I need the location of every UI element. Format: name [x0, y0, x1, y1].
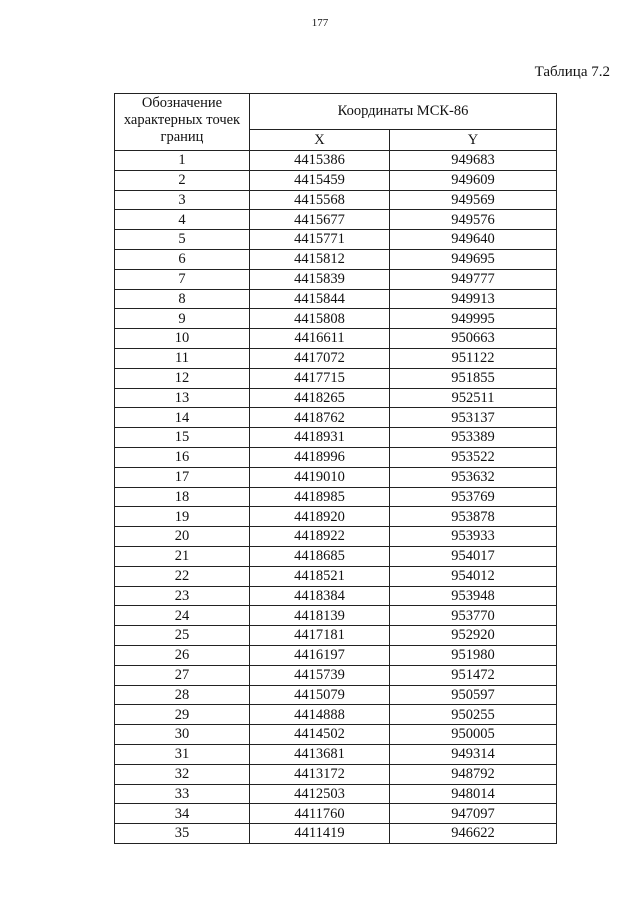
- x-coordinate-cell: 4418985: [250, 487, 390, 507]
- header-x: X: [250, 130, 390, 151]
- coordinates-table: [114, 93, 557, 844]
- point-number-cell: 19: [115, 507, 250, 527]
- x-coordinate-cell: 4413172: [250, 764, 390, 784]
- table-row: [115, 190, 557, 210]
- table-row: [115, 230, 557, 250]
- point-number-cell: 28: [115, 685, 250, 705]
- point-number-cell: 31: [115, 744, 250, 764]
- header-designation: Обозначение характерных точек границ: [115, 94, 250, 151]
- x-coordinate-cell: 4411419: [250, 824, 390, 844]
- point-number-cell: 27: [115, 665, 250, 685]
- x-coordinate-cell: 4417715: [250, 368, 390, 388]
- y-coordinate-cell: 953137: [390, 408, 557, 428]
- table-row: [115, 170, 557, 190]
- y-coordinate-cell: 949995: [390, 309, 557, 329]
- x-coordinate-cell: 4418521: [250, 566, 390, 586]
- x-coordinate-cell: 4415812: [250, 249, 390, 269]
- y-coordinate-cell: 950597: [390, 685, 557, 705]
- x-coordinate-cell: 4413681: [250, 744, 390, 764]
- point-number-cell: 22: [115, 566, 250, 586]
- y-coordinate-cell: 946622: [390, 824, 557, 844]
- table-row: [115, 487, 557, 507]
- table-caption: Таблица 7.2: [534, 64, 610, 80]
- table-row: [115, 705, 557, 725]
- point-number-cell: 7: [115, 269, 250, 289]
- x-coordinate-cell: 4415771: [250, 230, 390, 250]
- y-coordinate-cell: 953878: [390, 507, 557, 527]
- y-coordinate-cell: 949314: [390, 744, 557, 764]
- x-coordinate-cell: 4418931: [250, 428, 390, 448]
- x-coordinate-cell: 4416611: [250, 329, 390, 349]
- table-row: [115, 546, 557, 566]
- y-coordinate-cell: 948792: [390, 764, 557, 784]
- table-row: [115, 586, 557, 606]
- table-body: [115, 151, 557, 844]
- table-row: [115, 151, 557, 171]
- y-coordinate-cell: 949913: [390, 289, 557, 309]
- x-coordinate-cell: 4415677: [250, 210, 390, 230]
- x-coordinate-cell: 4418139: [250, 606, 390, 626]
- y-coordinate-cell: 953522: [390, 447, 557, 467]
- table-row: [115, 467, 557, 487]
- x-coordinate-cell: 4415459: [250, 170, 390, 190]
- x-coordinate-cell: 4416197: [250, 645, 390, 665]
- x-coordinate-cell: 4418920: [250, 507, 390, 527]
- header-coordinates: Координаты МСК-86: [250, 94, 557, 130]
- y-coordinate-cell: 948014: [390, 784, 557, 804]
- table-row: [115, 289, 557, 309]
- y-coordinate-cell: 951855: [390, 368, 557, 388]
- point-number-cell: 34: [115, 804, 250, 824]
- table-row: [115, 784, 557, 804]
- x-coordinate-cell: 4418762: [250, 408, 390, 428]
- y-coordinate-cell: 953632: [390, 467, 557, 487]
- point-number-cell: 23: [115, 586, 250, 606]
- table-row: [115, 566, 557, 586]
- point-number-cell: 32: [115, 764, 250, 784]
- x-coordinate-cell: 4415808: [250, 309, 390, 329]
- point-number-cell: 35: [115, 824, 250, 844]
- table-row: [115, 408, 557, 428]
- point-number-cell: 2: [115, 170, 250, 190]
- y-coordinate-cell: 952511: [390, 388, 557, 408]
- table-row: [115, 824, 557, 844]
- y-coordinate-cell: 950005: [390, 725, 557, 745]
- point-number-cell: 21: [115, 546, 250, 566]
- header-y: Y: [390, 130, 557, 151]
- table-row: [115, 645, 557, 665]
- point-number-cell: 13: [115, 388, 250, 408]
- y-coordinate-cell: 953769: [390, 487, 557, 507]
- x-coordinate-cell: 4418685: [250, 546, 390, 566]
- y-coordinate-cell: 951472: [390, 665, 557, 685]
- point-number-cell: 18: [115, 487, 250, 507]
- point-number-cell: 16: [115, 447, 250, 467]
- table-row: [115, 626, 557, 646]
- table-row: [115, 368, 557, 388]
- x-coordinate-cell: 4415386: [250, 151, 390, 171]
- table-row: [115, 348, 557, 368]
- point-number-cell: 6: [115, 249, 250, 269]
- point-number-cell: 15: [115, 428, 250, 448]
- y-coordinate-cell: 953933: [390, 527, 557, 547]
- table-row: [115, 527, 557, 547]
- point-number-cell: 10: [115, 329, 250, 349]
- point-number-cell: 12: [115, 368, 250, 388]
- point-number-cell: 25: [115, 626, 250, 646]
- point-number-cell: 33: [115, 784, 250, 804]
- x-coordinate-cell: 4415839: [250, 269, 390, 289]
- x-coordinate-cell: 4412503: [250, 784, 390, 804]
- y-coordinate-cell: 950255: [390, 705, 557, 725]
- y-coordinate-cell: 953948: [390, 586, 557, 606]
- table-row: [115, 764, 557, 784]
- x-coordinate-cell: 4419010: [250, 467, 390, 487]
- table-row: [115, 269, 557, 289]
- table-row: [115, 309, 557, 329]
- point-number-cell: 24: [115, 606, 250, 626]
- table-row: [115, 665, 557, 685]
- y-coordinate-cell: 954012: [390, 566, 557, 586]
- y-coordinate-cell: 949695: [390, 249, 557, 269]
- y-coordinate-cell: 951980: [390, 645, 557, 665]
- y-coordinate-cell: 953389: [390, 428, 557, 448]
- point-number-cell: 5: [115, 230, 250, 250]
- point-number-cell: 17: [115, 467, 250, 487]
- y-coordinate-cell: 949569: [390, 190, 557, 210]
- y-coordinate-cell: 949640: [390, 230, 557, 250]
- y-coordinate-cell: 951122: [390, 348, 557, 368]
- table-row: [115, 725, 557, 745]
- y-coordinate-cell: 953770: [390, 606, 557, 626]
- table-row: [115, 606, 557, 626]
- point-number-cell: 9: [115, 309, 250, 329]
- table-row: [115, 388, 557, 408]
- point-number-cell: 26: [115, 645, 250, 665]
- x-coordinate-cell: 4418996: [250, 447, 390, 467]
- y-coordinate-cell: 947097: [390, 804, 557, 824]
- x-coordinate-cell: 4414502: [250, 725, 390, 745]
- y-coordinate-cell: 952920: [390, 626, 557, 646]
- table-row: [115, 329, 557, 349]
- y-coordinate-cell: 954017: [390, 546, 557, 566]
- y-coordinate-cell: 949609: [390, 170, 557, 190]
- x-coordinate-cell: 4418922: [250, 527, 390, 547]
- table-row: [115, 507, 557, 527]
- point-number-cell: 1: [115, 151, 250, 171]
- table-row: [115, 249, 557, 269]
- x-coordinate-cell: 4415844: [250, 289, 390, 309]
- x-coordinate-cell: 4415739: [250, 665, 390, 685]
- x-coordinate-cell: 4418384: [250, 586, 390, 606]
- x-coordinate-cell: 4411760: [250, 804, 390, 824]
- table-row: [115, 447, 557, 467]
- table-row: [115, 428, 557, 448]
- point-number-cell: 3: [115, 190, 250, 210]
- table-row: [115, 804, 557, 824]
- table-row: [115, 744, 557, 764]
- point-number-cell: 29: [115, 705, 250, 725]
- x-coordinate-cell: 4417072: [250, 348, 390, 368]
- page-number: 177: [311, 17, 329, 29]
- x-coordinate-cell: 4417181: [250, 626, 390, 646]
- x-coordinate-cell: 4415568: [250, 190, 390, 210]
- y-coordinate-cell: 949576: [390, 210, 557, 230]
- x-coordinate-cell: 4415079: [250, 685, 390, 705]
- point-number-cell: 20: [115, 527, 250, 547]
- point-number-cell: 11: [115, 348, 250, 368]
- point-number-cell: 4: [115, 210, 250, 230]
- x-coordinate-cell: 4418265: [250, 388, 390, 408]
- y-coordinate-cell: 949683: [390, 151, 557, 171]
- point-number-cell: 14: [115, 408, 250, 428]
- table-row: [115, 210, 557, 230]
- x-coordinate-cell: 4414888: [250, 705, 390, 725]
- table-row: [115, 685, 557, 705]
- y-coordinate-cell: 949777: [390, 269, 557, 289]
- point-number-cell: 8: [115, 289, 250, 309]
- point-number-cell: 30: [115, 725, 250, 745]
- y-coordinate-cell: 950663: [390, 329, 557, 349]
